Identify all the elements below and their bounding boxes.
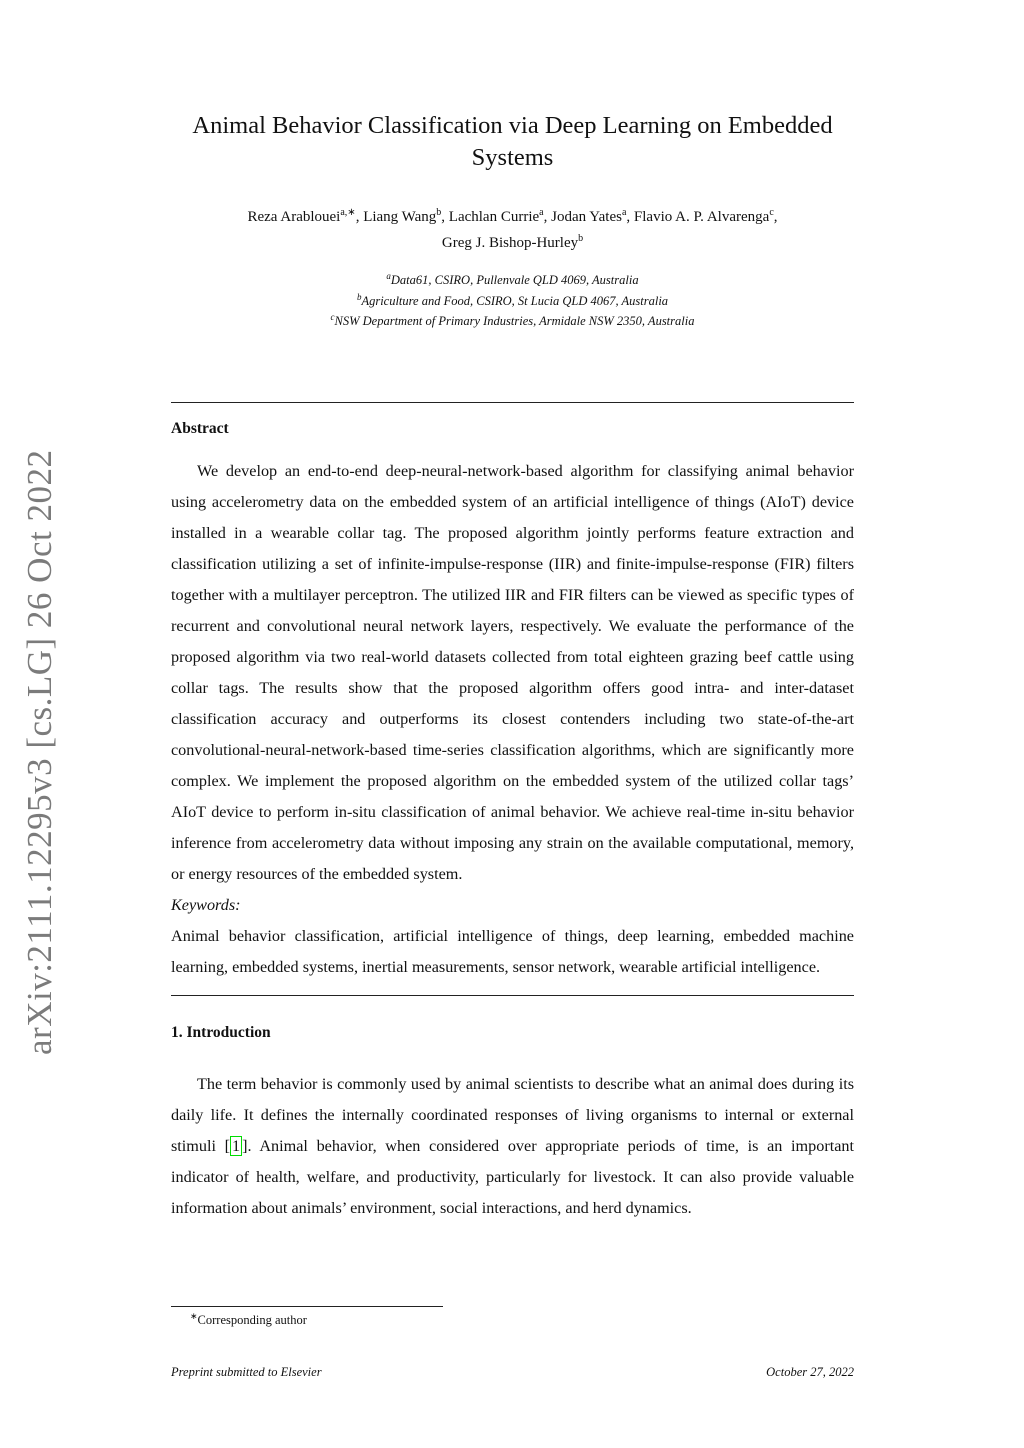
author-affiliation-mark: a <box>539 207 544 218</box>
arxiv-identifier: arXiv:2111.12295v3 [cs.LG] 26 Oct 2022 <box>20 449 59 1055</box>
author-affiliation-mark: b <box>436 207 442 218</box>
author-name: Lachlan Currie <box>448 209 540 225</box>
introduction-text: ]. Animal behavior, when considered over appropriate periods of time, is an important indicator of health, welfare, and productivity, particularly for livestock. It can also provide valuable information about animals’ environment, social interactions, and herd dynamics. <box>171 1136 854 1217</box>
affiliation-mark: a <box>386 271 391 281</box>
abstract-bottom-rule <box>171 995 854 996</box>
affiliation-list <box>171 268 854 330</box>
paper-page <box>171 110 854 1224</box>
author-name: Greg J. Bishop-Hurley <box>441 235 579 251</box>
footnote-rule <box>171 1306 443 1307</box>
footnote-mark: ∗ <box>190 1311 198 1321</box>
section-heading-introduction: 1. Introduction <box>171 1023 271 1041</box>
footnote <box>190 1311 307 1328</box>
paper-title: Animal Behavior Classification via Deep Learning on Embedded Systems <box>192 112 833 171</box>
abstract-text: We develop an end-to-end deep-neural-network-based algorithm for classifying animal behavior using accelerometry data on the embedded system of an artificial intelligence of things (AIoT) device installed in a wearable collar tag. The proposed algorithm jointly performs feature extraction and classification utilizing a set of infinite-impulse-response (IIR) and finite-impulse-response (FIR) filters together with a multilayer perceptron. The utilized IIR and FIR filters can be viewed as specific types of recurrent and convolutional neural network layers, respectively. We evaluate the performance of the proposed algorithm via two real-world datasets collected from total eighteen grazing beef cattle using collar tags. The results show that the proposed algorithm offers good intra- and inter-dataset classification accuracy and outperforms its closest contenders including two state-of-the-art convolutional-neural-network-based time-series classification algorithms, which are significantly more complex. We implement the proposed algorithm on the embedded system of the utilized collar tags’ AIoT device to perform in-situ classification of animal behavior. We achieve real-time in-situ behavior inference from accelerometry data without imposing any strain on the available computational, memory, or energy resources of the embedded system. <box>171 461 854 883</box>
introduction-paragraph <box>171 1069 854 1224</box>
author-affiliation-mark: b <box>578 233 584 244</box>
citation-link[interactable]: 1 <box>232 1136 241 1155</box>
author-name: Jodan Yates <box>551 209 622 225</box>
affiliation-mark: b <box>356 291 362 302</box>
affiliation-text: Agriculture and Food, CSIRO, St Lucia QLD 4067, Australia <box>361 293 669 308</box>
author-name: Liang Wang <box>363 209 437 225</box>
author-affiliation-mark: a,∗ <box>340 207 356 218</box>
author-affiliation-mark: c <box>769 207 774 218</box>
affiliation <box>171 268 854 289</box>
affiliation-text: NSW Department of Primary Industries, Armidale NSW 2350, Australia <box>334 314 695 329</box>
keywords-text: Animal behavior classification, artificial intelligence of things, deep learning, embedded machine learning, embedded systems, inertial measurements, sensor network, wearable artificial intelligence. <box>171 926 854 976</box>
author-affiliation-mark: a <box>621 207 627 218</box>
footnote-text: Corresponding author <box>197 1313 307 1328</box>
footer-date: October 27, 2022 <box>766 1365 854 1379</box>
affiliation <box>171 289 854 310</box>
keywords-label: Keywords: <box>171 895 241 914</box>
author-name: Reza Arablouei <box>247 209 341 225</box>
abstract-heading: Abstract <box>171 419 229 437</box>
author-name: Flavio A. P. Alvarenga <box>633 209 770 225</box>
affiliation-mark: c <box>330 312 335 323</box>
abstract-top-rule <box>171 402 854 403</box>
introduction-text: The term behavior is commonly used by animal scientists to describe what an animal does during its daily life. It defines the internally coordinated responses of living organisms to internal or external stimuli [ <box>171 1074 854 1155</box>
affiliation-text: Data61, CSIRO, Pullenvale QLD 4069, Australia <box>390 273 639 288</box>
affiliation <box>171 309 854 330</box>
footer-submission-note: Preprint submitted to Elsevier <box>171 1365 322 1379</box>
author-list: Reza Arablouei$^{a,∗}$, Liang Wang$^b$, Lachlan Currie$^a$, Jodan Yates$^a$, Flavio A. P. Alvarenga$^c$, Greg J. Bishop-Hurley$^b$ <box>247 207 778 251</box>
